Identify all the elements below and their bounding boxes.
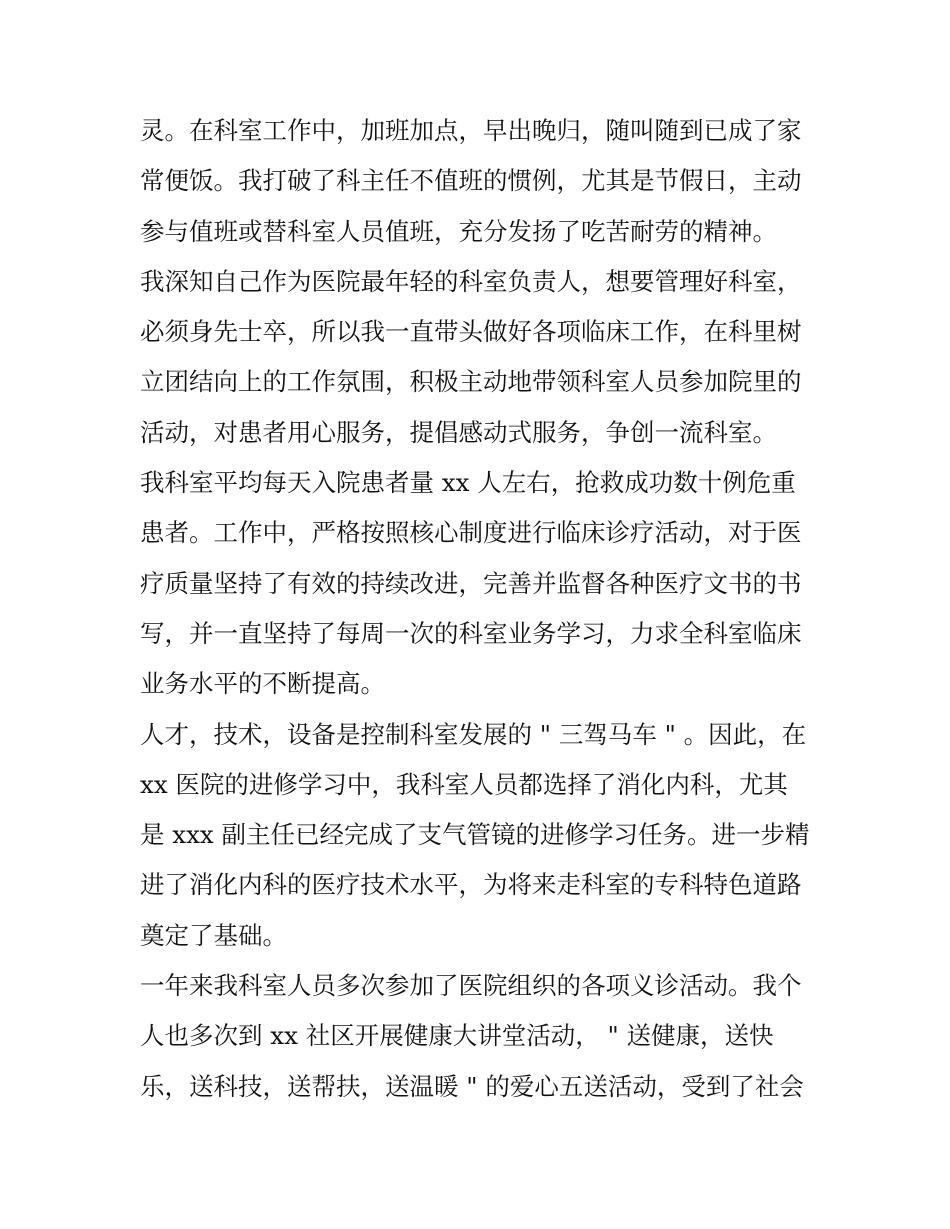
text-line: 立团结向上的工作氛围，积极主动地带领科室人员参加院里的 xyxy=(140,367,802,397)
text-line: 必须身先士卒，所以我一直带头做好各项临床工作，在科里树 xyxy=(140,317,802,347)
text-line: 奠定了基础。 xyxy=(140,920,287,950)
text-line: 人也多次到 xx 社区开展健康大讲堂活动， " 送健康，送快 xyxy=(140,1021,774,1051)
text-line: xx 医院的进修学习中，我科室人员都选择了消化内科，尤其 xyxy=(140,769,788,799)
text-line: 人才，技术，设备是控制科室发展的 " 三驾马车 " 。因此，在 xyxy=(140,719,807,749)
text-line: 一年来我科室人员多次参加了医院组织的各项义诊活动。我个 xyxy=(140,971,802,1001)
text-line: 我科室平均每天入院患者量 xx 人左右，抢救成功数十例危重 xyxy=(140,468,796,498)
text-line: 业务水平的不断提高。 xyxy=(140,669,385,699)
text-line: 活动，对患者用心服务，提倡感动式服务，争创一流科室。 xyxy=(140,417,777,447)
text-line: 灵。在科室工作中，加班加点，早出晚归，随叫随到已成了家 xyxy=(140,116,802,145)
text-line: 乐，送科技，送帮扶，送温暖 " 的爱心五送活动，受到了社会 xyxy=(140,1071,804,1101)
text-line: 写，并一直坚持了每周一次的科室业务学习，力求全科室临床 xyxy=(140,618,802,648)
text-line: 我深知自己作为医院最年轻的科室负责人，想要管理好科室， xyxy=(140,266,802,296)
text-line: 疗质量坚持了有效的持续改进，完善并监督各种医疗文书的书 xyxy=(140,568,802,598)
text-line: 参与值班或替科室人员值班，充分发扬了吃苦耐劳的精神。 xyxy=(140,216,777,246)
text-line: 常便饭。我打破了科主任不值班的惯例，尤其是节假日，主动 xyxy=(140,166,802,196)
text-line: 患者。工作中，严格按照核心制度进行临床诊疗活动，对于医 xyxy=(140,518,802,548)
text-line: 是 xxx 副主任已经完成了支气管镜的进修学习任务。进一步精 xyxy=(140,820,810,850)
document-body xyxy=(140,106,820,1112)
text-line: 进了消化内科的医疗技术水平，为将来走科室的专科特色道路 xyxy=(140,870,802,900)
